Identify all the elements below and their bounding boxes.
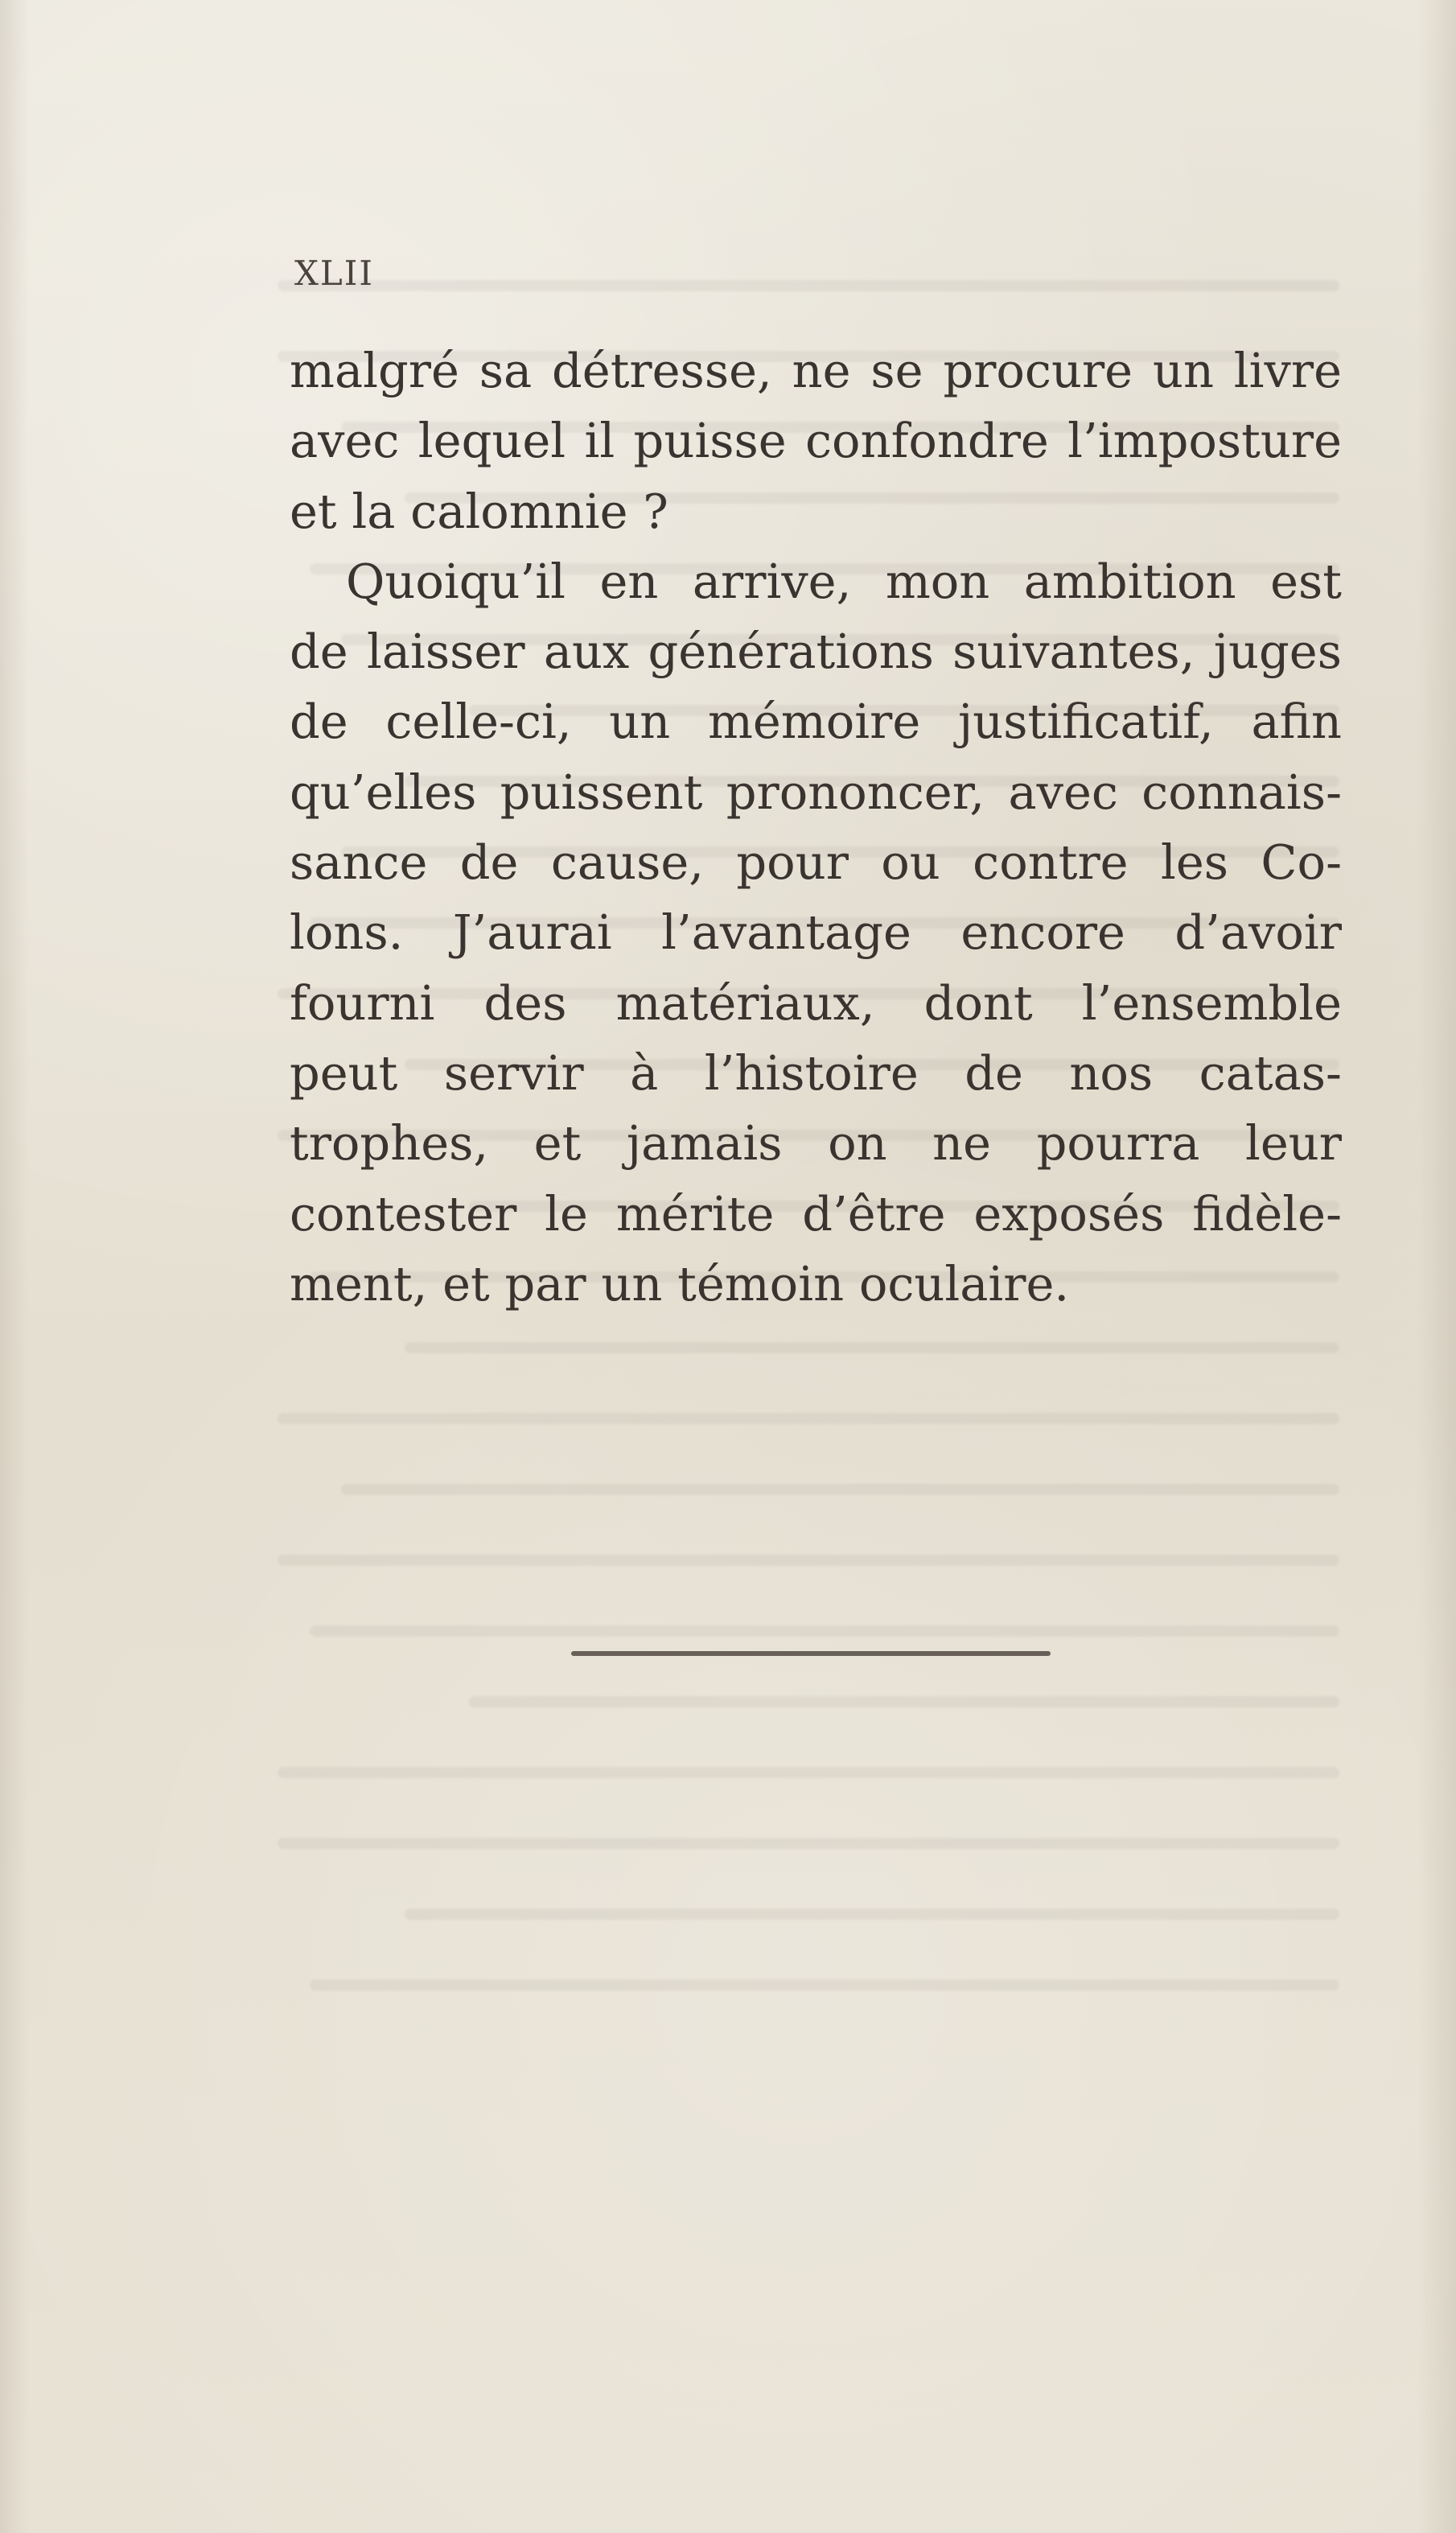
section-divider xyxy=(571,1651,1051,1656)
page-number: XLII xyxy=(294,253,374,293)
bleed-through-line xyxy=(278,280,1339,291)
bleed-through-line xyxy=(341,1484,1339,1495)
bleed-through-line xyxy=(405,1909,1339,1920)
bleed-through-line xyxy=(278,1767,1339,1778)
bleed-through-line xyxy=(278,1838,1339,1849)
text-line: Quoiqu’il en arrive, mon ambition est xyxy=(346,553,1342,609)
bleed-through-line xyxy=(310,1979,1339,1991)
text-line: qu’elles puissent prononcer, avec connais- xyxy=(290,764,1342,820)
text-line: peut servir à l’histoire de nos catas- xyxy=(290,1044,1342,1101)
bleed-through-line xyxy=(310,1625,1339,1637)
text-line: malgré sa détresse, ne se procure un livre xyxy=(290,343,1342,398)
text-line: lons. J’aurai l’avantage encore d’avoir xyxy=(290,904,1342,961)
text-line: fourni des matériaux, dont l’ensemble xyxy=(290,974,1342,1031)
bleed-through-line xyxy=(469,1696,1339,1707)
text-line: de laisser aux générations suivantes, juges xyxy=(290,624,1342,680)
text-line: de celle-ci, un mémoire justificatif, afin xyxy=(290,694,1342,750)
text-line: avec lequel il puisse confondre l’imposture xyxy=(290,413,1342,469)
text-line: contester le mérite d’être exposés fidèle- xyxy=(290,1185,1342,1242)
bleed-through-line xyxy=(405,1342,1339,1353)
left-paper-edge xyxy=(0,0,29,2533)
bleed-through-line xyxy=(278,1413,1339,1424)
text-line: sance de cause, pour ou contre les Co- xyxy=(290,834,1342,891)
main-text-block xyxy=(290,336,1342,1319)
right-paper-edge xyxy=(1417,0,1456,2533)
text-line: ment, et par un témoin oculaire. xyxy=(290,1255,1070,1312)
text-line: et la calomnie ? xyxy=(290,483,668,539)
text-line: trophes, et jamais on ne pourra leur xyxy=(290,1115,1342,1172)
bleed-through-line xyxy=(278,1555,1339,1566)
